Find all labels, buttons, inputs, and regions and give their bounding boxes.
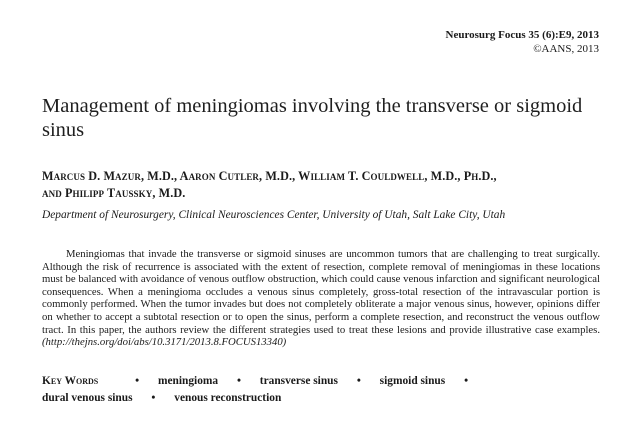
- journal-citation: [446, 28, 599, 56]
- keyword-dural-venous-sinus: dural venous sinus: [42, 392, 133, 404]
- article-title: Management of meningiomas involving the transverse or sigmoid sinus: [42, 95, 583, 141]
- copyright-notice: ©AANS, 2013: [533, 43, 599, 55]
- abstract-text: Meningiomas that invade the transverse or sigmoid sinuses are uncommon tumors that are challenging to treat surgically. Although the risk of recurrence is associated with the extent of resection, complete removal of meningiomas in these locations must be balanced with avoidance of venous outflow obstruction, which could cause venous infarction and significant neurological consequences. When a meningioma occludes a venous sinus completely, gross-total resection of the intravascular portion is commonly performed. When the tumor invades but does not completely obliterate a major venous sinus, however, opinions differ on whether to accept a subtotal resection or to open the sinus, perform a complete resection, and reconstruct the venous outflow tract. In this paper, the authors review the different strategies used to treat these lesions and provide illustrative case examples.: [42, 248, 600, 336]
- author-affiliation: Department of Neurosurgery, Clinical Neurosciences Center, University of Utah, Salt Lake City, Utah: [42, 209, 506, 221]
- author-line-2: and Philipp Taussky, M.D.: [42, 186, 186, 200]
- keyword-separator: •: [151, 392, 156, 404]
- abstract: [42, 248, 600, 349]
- keyword-sigmoid-sinus: sigmoid sinus: [379, 375, 446, 387]
- keywords-row-2: [42, 390, 602, 407]
- author-list: [42, 168, 602, 202]
- keywords-label: Key Words: [42, 375, 99, 387]
- keyword-separator: •: [356, 375, 361, 387]
- keyword-meningioma: meningioma: [157, 375, 219, 387]
- doi-link[interactable]: (http://thejns.org/doi/abs/10.3171/2013.8.FOCUS13340): [42, 336, 287, 349]
- keyword-separator: •: [135, 375, 140, 387]
- keyword-separator: •: [236, 375, 241, 387]
- keyword-separator: •: [464, 375, 469, 387]
- author-line-1: Marcus D. Mazur, M.D., Aaron Cutler, M.D., William T. Couldwell, M.D., Ph.D.,: [42, 169, 497, 183]
- journal-reference: Neurosurg Focus 35 (6):E9, 2013: [445, 29, 599, 41]
- keyword-venous-reconstruction: venous reconstruction: [174, 392, 282, 404]
- keyword-transverse-sinus: transverse sinus: [259, 375, 338, 387]
- keywords-row-1: [42, 373, 602, 390]
- keywords: [42, 373, 602, 407]
